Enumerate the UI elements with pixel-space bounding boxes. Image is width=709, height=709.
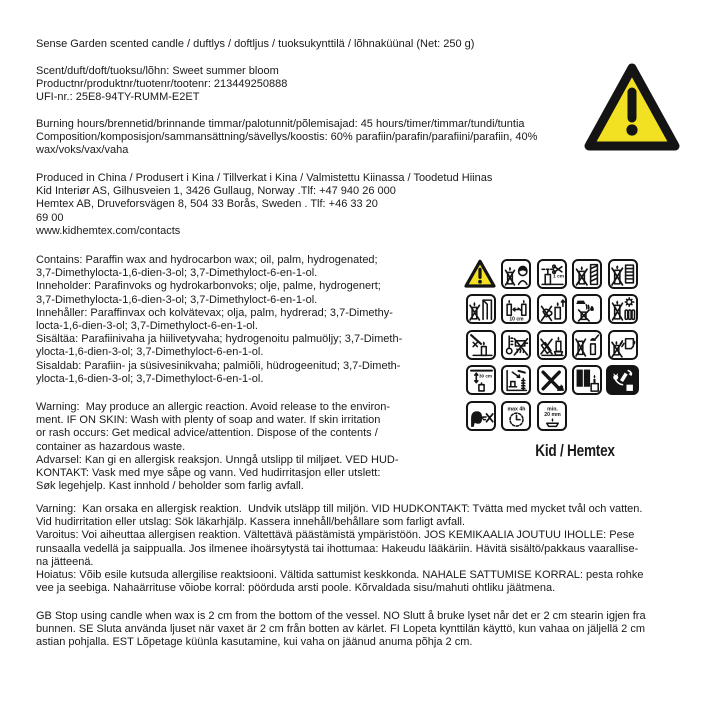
text-line: Composition/komposisjon/sammansättning/sävellys/koostis: 60% parafiin/parafin/parafiini/parafiin, 40% bbox=[36, 131, 538, 144]
keep-pets-away-icon bbox=[540, 368, 565, 393]
pictogram-max-4h bbox=[501, 401, 531, 431]
stop-using-block bbox=[36, 610, 646, 650]
text-line: container as hazardous waste. bbox=[36, 440, 186, 453]
text-line: Burning hours/brennetid/brinnande timmar/palotunnit/põlemisajad: 45 hours/timer/timmar/tundi/tuntia bbox=[36, 118, 525, 130]
warning-triangle-icon bbox=[582, 61, 682, 155]
pictogram-no-blinds bbox=[608, 259, 638, 289]
pictogram-no-window-draft bbox=[572, 365, 602, 395]
pictogram-do-not-blow bbox=[466, 401, 496, 431]
title-line: Sense Garden scented candle / duftlys / doftljus / tuoksukynttilä / lõhnaküünal (Net: 250 g) bbox=[36, 38, 475, 50]
do-not-move-burning-candle-icon bbox=[540, 297, 565, 322]
do-not-place-in-window-icon bbox=[575, 368, 600, 393]
text-line: 69 00 bbox=[36, 211, 64, 224]
svg-text:1 cm: 1 cm bbox=[552, 274, 564, 280]
clearance-above-30cm-icon bbox=[469, 368, 494, 393]
pictogram-no-water-on-fire bbox=[572, 294, 602, 324]
pictogram-30cm-clearance bbox=[466, 365, 496, 395]
avoid-drafts-door-icon bbox=[469, 297, 494, 322]
pictogram-10cm-apart bbox=[501, 294, 531, 324]
max-burn-time-clock-icon bbox=[504, 404, 529, 429]
text-line: ylocta-1,6-dien-3-ol; 3,7-Dimethyloct-6-en-1-ol. bbox=[36, 346, 264, 359]
text-line: na jätteenä. bbox=[36, 555, 94, 568]
text-line: runsaalla vedellä ja saippualla. Jos ilmenee ihoärsytystä tai ihottumaa: Hakeudu lääkäriin. Hävitä sisältö/pakkaus vaarallise- bbox=[36, 542, 639, 555]
pictogram-use-holder-upright bbox=[537, 330, 567, 360]
keep-away-curtains-icon bbox=[575, 262, 600, 287]
pictogram-no-pour-water bbox=[608, 330, 638, 360]
scent-product-ufi-block bbox=[36, 65, 287, 105]
pictogram-keep-children-away bbox=[501, 259, 531, 289]
svg-text:10 cm: 10 cm bbox=[508, 315, 524, 322]
text-line: Inneholder: Parafinvoks og hydrokarbonvoks; olje, palme, hydrogenert; bbox=[36, 280, 381, 293]
text-line: Varoitus: Voi aiheuttaa allergisen reaktion. Vältettävä päästämistä ympäristöön. JOS KEMIKAALIA JOUTUU IHOLLE: Pese bbox=[36, 529, 635, 542]
text-line: Produced in China / Produsert i Kina / Tillverkat i Kina / Valmistettu Kiinassa / Toodetud Hiinas bbox=[36, 172, 493, 184]
candles-10cm-apart-icon bbox=[504, 297, 529, 322]
burning-composition-block bbox=[36, 118, 537, 158]
text-line: 3,7-Dimethylocta-1,6-dien-3-ol; 3,7-Dimethyloct-6-en-1-ol. bbox=[36, 293, 318, 306]
do-not-pour-water-icon bbox=[611, 333, 636, 358]
pictogram-min-20mm bbox=[537, 401, 567, 431]
warning-triangle-icon bbox=[464, 258, 496, 290]
do-not-extinguish-with-water-icon bbox=[575, 297, 600, 322]
keep-children-away-icon bbox=[504, 262, 529, 287]
text-line: UFI-nr.: 25E8-94TY-RUMM-E2ET bbox=[36, 91, 200, 104]
pets-knock-over-candle-icon bbox=[610, 368, 635, 393]
text-line: or rash occurs: Get medical advice/attention. Dispose of the contents / bbox=[36, 427, 378, 440]
text-line: GB Stop using candle when wax is 2 cm from the bottom of the vessel. NO Slutt å bruke lyset når det er 2 cm stearin igjen fra bbox=[36, 610, 646, 622]
keep-away-heat-sources-icon bbox=[611, 297, 636, 322]
text-line: Hemtex AB, Druveforsvägen 8, 504 33 Borås, Sweden . Tlf: +46 33 20 bbox=[36, 198, 378, 211]
svg-text:min.: min. bbox=[546, 405, 558, 412]
text-line: Innehåller: Paraffinvax och kolvätevax; olja, palm, hydrerad; 3,7-Dimethy- bbox=[36, 306, 393, 319]
warning-triangle-large bbox=[582, 60, 682, 156]
text-line: Contains: Paraffin wax and hydrocarbon wax; oil, palm, hydrogenated; bbox=[36, 254, 378, 266]
pictogram-wall-distance bbox=[501, 365, 531, 395]
pictogram-pets-knock-over bbox=[606, 365, 639, 395]
hot-surface-thermometer-icon bbox=[504, 333, 529, 358]
text-line: Hoiatus: Võib esile kutsuda allergilise reaktsiooni. Vältida sattumist keskkonda. NAHALE SATTUMISE KORRAL: pesta rohke bbox=[36, 569, 644, 582]
svg-text:max 4h: max 4h bbox=[507, 405, 525, 412]
pictogram-do-not-move-burning bbox=[537, 294, 567, 324]
pictogram-no-objects-in-flame bbox=[466, 330, 496, 360]
svg-text:30 cm: 30 cm bbox=[478, 372, 492, 378]
text-line: Scent/duft/doft/tuoksu/lõhn: Sweet summer bloom bbox=[36, 65, 279, 77]
text-line: wax/voks/vax/vaha bbox=[36, 144, 129, 157]
text-line: bunnen. SE Sluta använda ljuset när vaxet är 2 cm från botten av kärlet. FI Lopeta kynttilän käyttö, kun vahaa on jäljellä 2 cm bbox=[36, 623, 646, 636]
svg-text:20 mm: 20 mm bbox=[543, 411, 561, 418]
text-line: ment. IF ON SKIN: Wash with plenty of soap and water. If skin irritation bbox=[36, 414, 381, 427]
text-line: Sisaldab: Parafiin- ja süsivesinikvaha; palmiõli, hüdrogeenitud; 3,7-Dimeth- bbox=[36, 359, 401, 372]
keep-away-blinds-icon bbox=[611, 262, 636, 287]
warning-en-no-block bbox=[36, 401, 399, 493]
pictogram-keep-away-heat bbox=[608, 294, 638, 324]
pictogram-trim-wick-1cm bbox=[537, 259, 567, 289]
text-line: Advarsel: Kan gi en allergisk reaksjon. Unngå utslipp til miljøet. VED HUD- bbox=[36, 453, 399, 466]
product-title bbox=[36, 38, 474, 51]
text-line: Warning: May produce an allergic reaction. Avoid release to the environ- bbox=[36, 401, 391, 413]
text-line: 3,7-Dimethylocta-1,6-dien-3-ol; 3,7-Dimethyloct-6-en-1-ol. bbox=[36, 267, 318, 280]
text-line: ylocta-1,6-dien-3-ol; 3,7-Dimethyloct-6-en-1-ol. bbox=[36, 372, 264, 385]
extinguish-with-snuffer-icon bbox=[575, 333, 600, 358]
text-line: Vid hudirritation eller utslag: Sök läkarhjälp. Kassera innehåll/behållare som farligt avfall. bbox=[36, 516, 466, 529]
warning-se-fi-est-block bbox=[36, 503, 644, 595]
do-not-blow-out-icon bbox=[469, 404, 494, 429]
pictogram-keep-away-flammable bbox=[572, 259, 602, 289]
trim-wick-icon bbox=[540, 262, 565, 287]
pictogram-no-hot-surface bbox=[501, 330, 531, 360]
place-upright-in-holder-icon bbox=[540, 333, 565, 358]
text-line: Søk legehjelp. Kast innhold / beholder som farlig avfall. bbox=[36, 480, 304, 493]
text-line: Productnr/produktnr/tuotenr/tootenr: 213449250888 bbox=[36, 78, 288, 91]
producer-contact-block bbox=[36, 172, 492, 238]
text-line: www.kidhemtex.com/contacts bbox=[36, 224, 181, 237]
warning-triangle-small bbox=[464, 258, 496, 290]
distance-from-wall-icon bbox=[504, 368, 529, 393]
min-wax-level-icon bbox=[540, 404, 565, 429]
ingredients-block bbox=[36, 254, 402, 386]
brand-name: Kid / Hemtex bbox=[535, 441, 615, 460]
text-line: astian pohjalla. EST Lõpetage küünla kasutamine, kui vaha on jäänud anuma põhja 2 cm. bbox=[36, 636, 473, 649]
text-line: Kid Interiør AS, Gilhusveien 1, 3426 Gullaug, Norway .Tlf: +47 940 26 000 bbox=[36, 185, 396, 198]
pictogram-avoid-drafts bbox=[466, 294, 496, 324]
text-line: KONTAKT: Vask med mye såpe og vann. Ved hudirritasjon eller utslett: bbox=[36, 467, 381, 480]
text-line: locta-1,6-dien-3-ol; 3,7-Dimethyloct-6-en-1-ol. bbox=[36, 320, 258, 333]
text-line: Sisältäa: Parafiinivaha ja hiilivetyvaha; hydrogenoitu palmuöljy; 3,7-Dimeth- bbox=[36, 333, 403, 346]
text-line: Varning: Kan orsaka en allergisk reaktion. Undvik utsläpp till miljön. VID HUDKONTAKT: Tvätta med mycket tvål och vatten. bbox=[36, 503, 643, 515]
pictogram-keep-pets-away bbox=[537, 365, 567, 395]
do-not-put-objects-in-flame-icon bbox=[469, 333, 494, 358]
pictogram-use-snuffer bbox=[572, 330, 602, 360]
text-line: vee ja seebiga. Nahaärrituse võiobe korral: pöörduda arsti poole. Kõrvaldada sisu/mahuti ohtliku jäätmena. bbox=[36, 582, 556, 595]
